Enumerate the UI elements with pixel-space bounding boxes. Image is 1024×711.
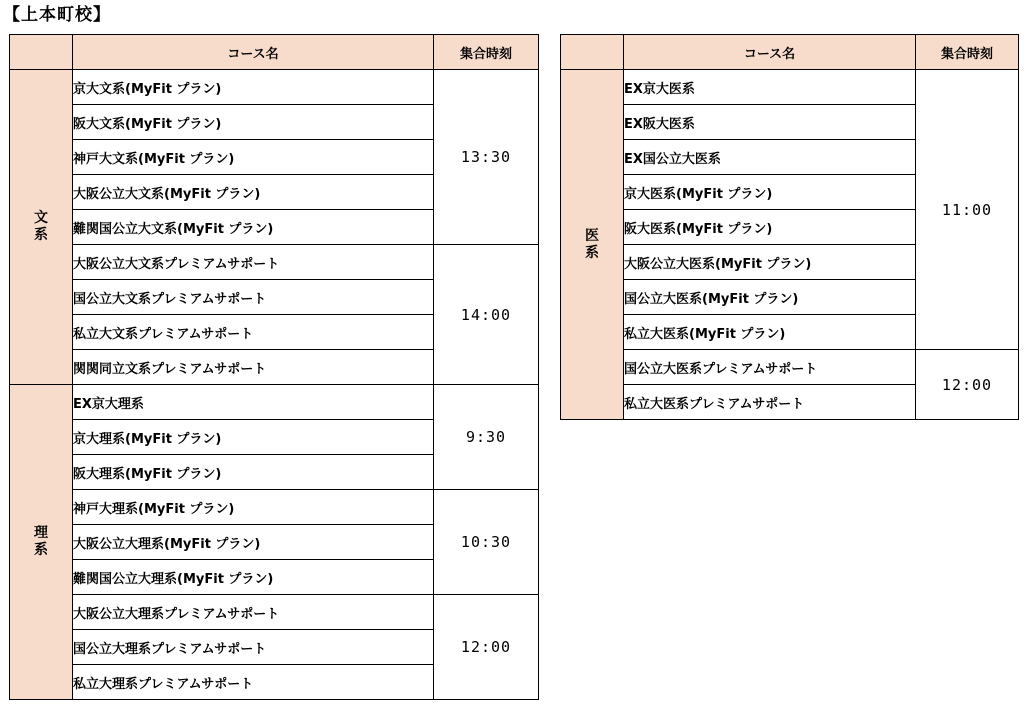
time-cell: 14:00: [434, 245, 539, 385]
course-header: コース名: [624, 35, 916, 70]
schedule-table-humanities-sciences: [9, 34, 539, 700]
course-cell: 国公立大文系プレミアムサポート: [73, 280, 434, 315]
page-title: 【上本町校】: [3, 5, 111, 25]
category-cell-humanities: 文系: [10, 70, 73, 385]
course-cell: 国公立大理系プレミアムサポート: [73, 630, 434, 665]
table-row: [10, 595, 539, 630]
time-cell: 9:30: [434, 385, 539, 490]
course-cell: 阪大文系(MyFit プラン): [73, 105, 434, 140]
course-header: コース名: [73, 35, 434, 70]
table-header-row: [10, 35, 539, 70]
time-cell: 12:00: [916, 350, 1019, 420]
course-cell: 京大理系(MyFit プラン): [73, 420, 434, 455]
category-cell-medical: 医系: [561, 70, 624, 420]
course-cell: 難関国公立大文系(MyFit プラン): [73, 210, 434, 245]
course-cell: 国公立大医系プレミアムサポート: [624, 350, 916, 385]
course-cell: EX京大医系: [624, 70, 916, 105]
table-row: [10, 245, 539, 280]
schedule-table-medical: [560, 34, 1019, 420]
course-cell: EX国公立大医系: [624, 140, 916, 175]
table-row: [10, 385, 539, 420]
table-row: [561, 350, 1019, 385]
time-cell: 13:30: [434, 70, 539, 245]
course-cell: 神戸大理系(MyFit プラン): [73, 490, 434, 525]
time-cell: 11:00: [916, 70, 1019, 350]
course-cell: 国公立大医系(MyFit プラン): [624, 280, 916, 315]
category-cell-sciences: 理系: [10, 385, 73, 700]
course-cell: 関関同立文系プレミアムサポート: [73, 350, 434, 385]
time-header: 集合時刻: [916, 35, 1019, 70]
course-cell: 私立大医系(MyFit プラン): [624, 315, 916, 350]
time-cell: 10:30: [434, 490, 539, 595]
course-cell: 大阪公立大理系プレミアムサポート: [73, 595, 434, 630]
table-header-row: [561, 35, 1019, 70]
course-cell: EX阪大医系: [624, 105, 916, 140]
course-cell: 阪大医系(MyFit プラン): [624, 210, 916, 245]
course-cell: 私立大理系プレミアムサポート: [73, 665, 434, 700]
time-header: 集合時刻: [434, 35, 539, 70]
course-cell: 私立大医系プレミアムサポート: [624, 385, 916, 420]
course-cell: 難関国公立大理系(MyFit プラン): [73, 560, 434, 595]
time-cell: 12:00: [434, 595, 539, 700]
course-cell: EX京大理系: [73, 385, 434, 420]
table-row: [10, 70, 539, 105]
table-row: [561, 70, 1019, 105]
course-cell: 京大文系(MyFit プラン): [73, 70, 434, 105]
course-cell: 大阪公立大文系(MyFit プラン): [73, 175, 434, 210]
course-cell: 大阪公立大文系プレミアムサポート: [73, 245, 434, 280]
category-header: [561, 35, 624, 70]
course-cell: 私立大文系プレミアムサポート: [73, 315, 434, 350]
course-cell: 京大医系(MyFit プラン): [624, 175, 916, 210]
table-row: [10, 490, 539, 525]
course-cell: 神戸大文系(MyFit プラン): [73, 140, 434, 175]
course-cell: 大阪公立大医系(MyFit プラン): [624, 245, 916, 280]
course-cell: 大阪公立大理系(MyFit プラン): [73, 525, 434, 560]
category-header: [10, 35, 73, 70]
course-cell: 阪大理系(MyFit プラン): [73, 455, 434, 490]
